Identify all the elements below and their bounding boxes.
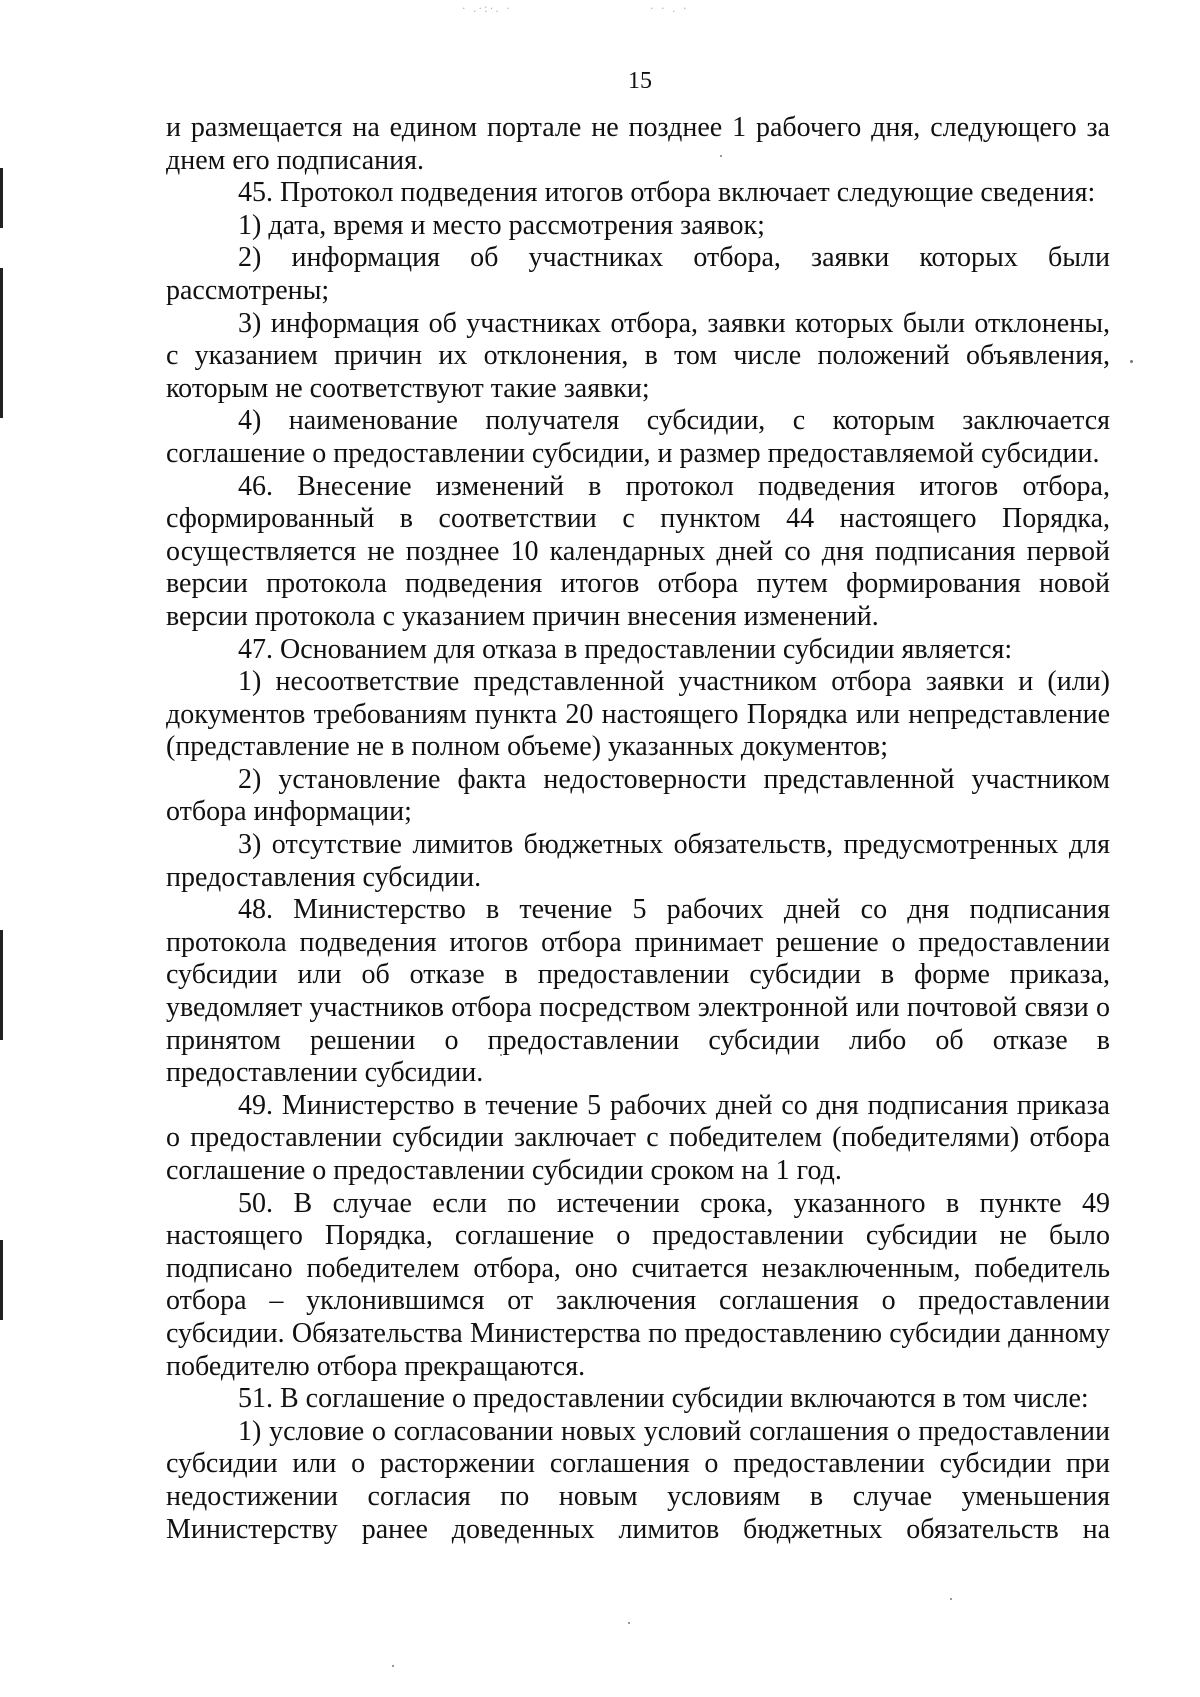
scan-edge-mark	[0, 168, 3, 228]
paragraph: 46. Внесение изменений в протокол подведения итогов отбора, сформированный в соответствии с пунктом 44 настоящего Порядка, осуществляется не позднее 10 календарных дней со дня подписания первой версии протокола подведения итогов отбора путем формирования новой версии протокола с указанием причин внесения изменений.	[166, 470, 1110, 632]
scan-noise: · · . ·	[650, 2, 689, 15]
paragraph: 50. В случае если по истечении срока, указанного в пункте 49 настоящего Порядка, соглашение о предоставлении субсидии не было подписано победителем отбора, оно считается незаключенным, победитель отбора – уклонившимся от заключения соглашения о предоставлении субсидии. Обязательства Министерства по предоставлению субсидии данному победителю отбора прекращаются.	[166, 1187, 1110, 1382]
scan-edge-mark	[0, 268, 3, 418]
scan-speck	[1130, 360, 1133, 363]
list-item: 1) несоответствие представленной участником отбора заявки и (или) документов требованиям пункта 20 настоящего Порядка или непредставление (представление не в полном объеме) указанных документов;	[166, 666, 1110, 763]
scan-noise: · .·:·. ·	[462, 2, 512, 15]
page-number: 15	[628, 68, 652, 94]
paragraph: 48. Министерство в течение 5 рабочих дней со дня подписания протокола подведения итогов отбора принимает решение о предоставлении субсидии или об отказе в предоставлении субсидии в форме приказа, уведомляет участников отбора посредством электронной или почтовой связи о принятом решении о предоставлении субсидии либо об отказе в предоставлении субсидии.	[166, 894, 1110, 1089]
list-item: 2) информация об участниках отбора, заявки которых были рассмотрены;	[166, 242, 1110, 306]
list-item: 1) дата, время и место рассмотрения заявок;	[238, 209, 765, 241]
list-item: 4) наименование получателя субсидии, с которым заключается соглашение о предоставлении субсидии, и размер предоставляемой субсидии.	[166, 405, 1110, 469]
list-item: 2) установление факта недостоверности представленной участником отбора информации;	[166, 763, 1110, 828]
scan-speck	[392, 1665, 394, 1667]
paragraph: 45. Протокол подведения итогов отбора включает следующие сведения:	[238, 177, 1096, 209]
document-body	[166, 112, 1110, 1546]
list-item: 3) отсутствие лимитов бюджетных обязательств, предусмотренных для предоставления субсидии.	[166, 829, 1110, 893]
list-item: 1) условие о согласовании новых условий соглашения о предоставлении субсидии или о расторжении соглашения о предоставлении субсидии при недостижении согласия по новым условиям в случае уменьшения Министерству ранее доведенных лимитов бюджетных обязательств на	[166, 1415, 1110, 1545]
list-item: 3) информация об участниках отбора, заявки которых были отклонены, с указанием причин их отклонения, в том числе положений объявления, которым не соответствуют такие заявки;	[166, 307, 1110, 404]
paragraph: и размещается на едином портале не позднее 1 рабочего дня, следующего за днем его подписания.	[166, 112, 1110, 176]
scan-speck	[628, 1622, 630, 1624]
scan-speck	[950, 1598, 952, 1600]
scan-edge-mark	[0, 1240, 3, 1320]
paragraph: 47. Основанием для отказа в предоставлении субсидии является:	[238, 633, 1013, 665]
paragraph: 51. В соглашение о предоставлении субсидии включаются в том числе:	[238, 1383, 1089, 1415]
scan-edge-mark	[0, 930, 3, 1040]
paragraph: 49. Министерство в течение 5 рабочих дней со дня подписания приказа о предоставлении субсидии заключает с победителем (победителями) отбора соглашение о предоставлении субсидии сроком на 1 год.	[166, 1089, 1110, 1186]
